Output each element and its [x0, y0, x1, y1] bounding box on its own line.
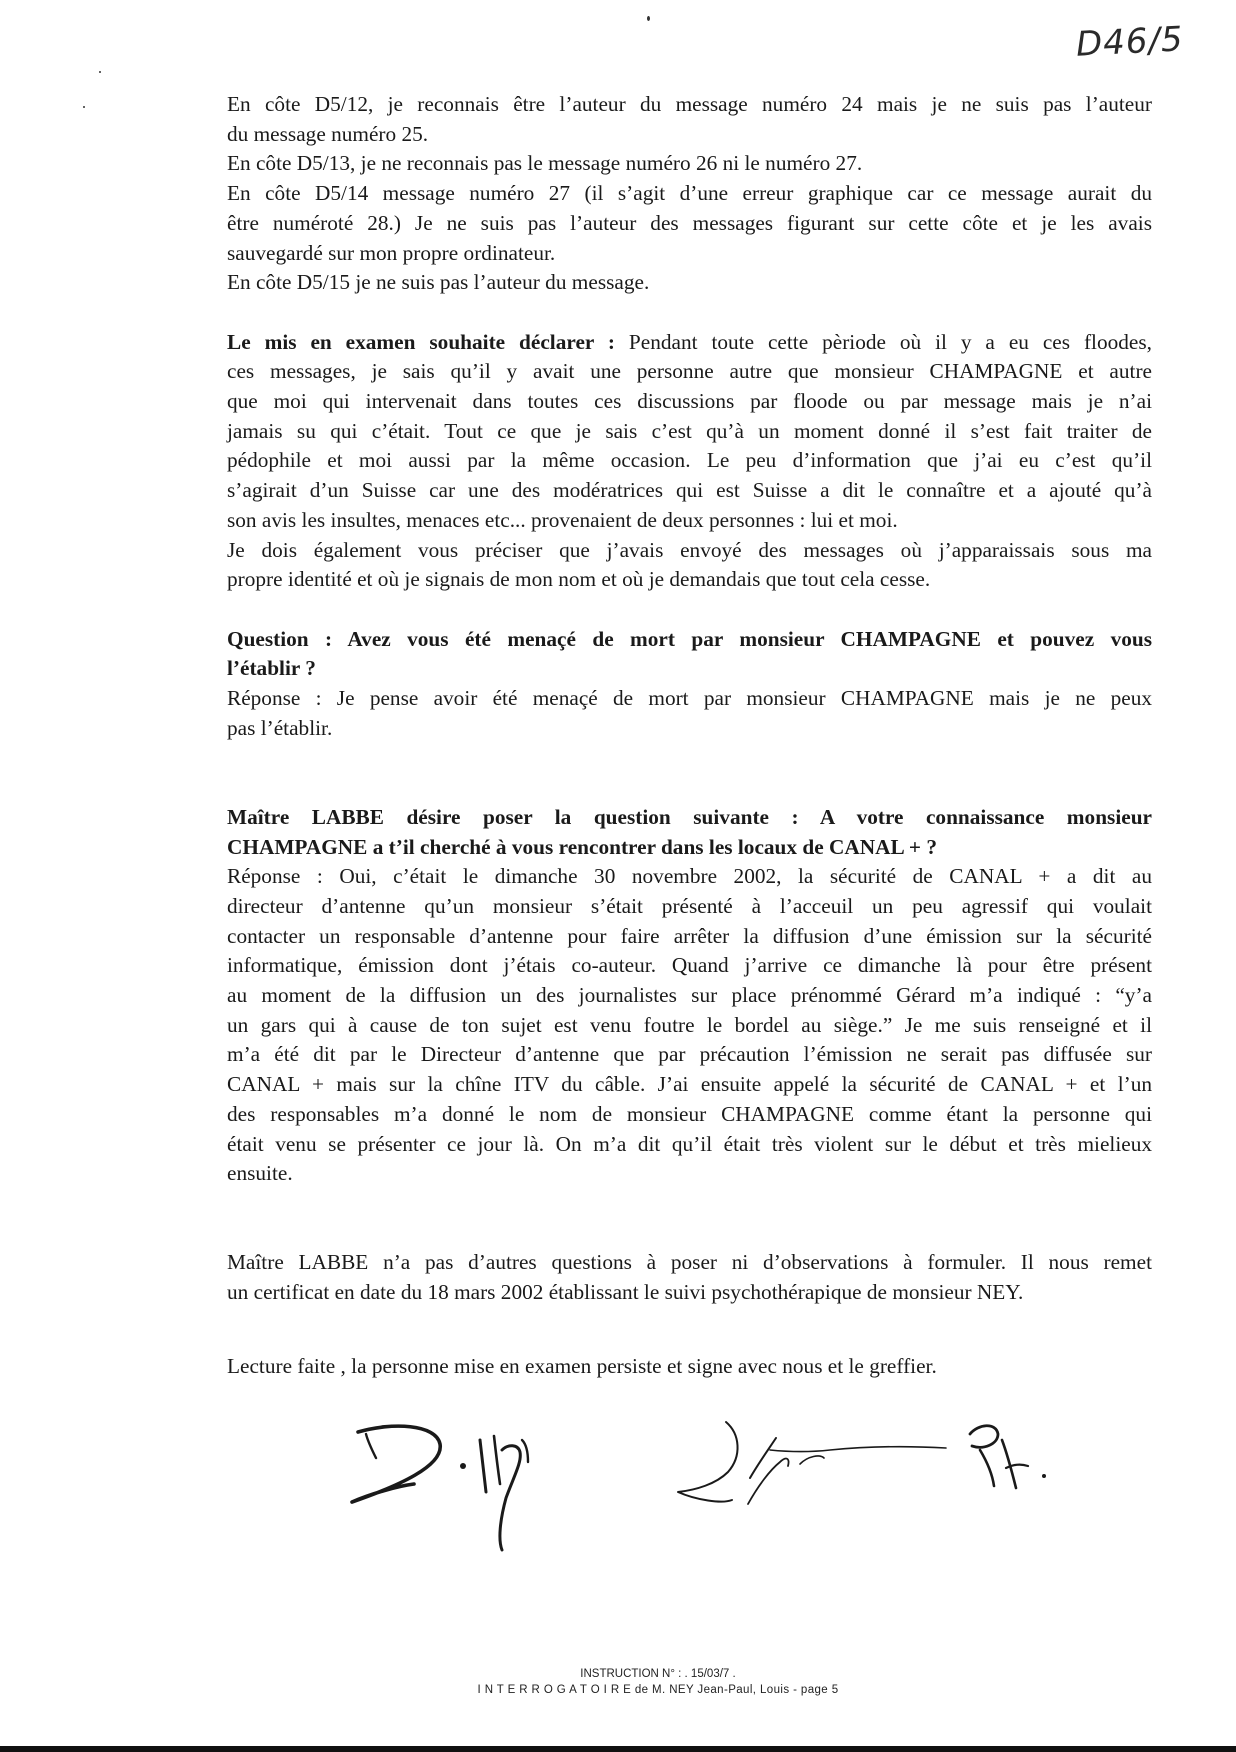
text-line: un certificat en date du 18 mars 2002 établissant le suivi psychothérapique de monsieur NEY.	[227, 1280, 1024, 1305]
answer-line: pas l’établir.	[227, 715, 333, 740]
text-line: son avis les insultes, menaces etc... provenaient de deux personnes : lui et moi.	[227, 507, 898, 532]
scan-speck	[83, 106, 85, 108]
answer-line: un gars qui à cause de ton sujet est venu foutre le bordel au siège.” Je me suis renseigné et il	[227, 1012, 1152, 1037]
answer-line: au moment de la diffusion un des journalistes sur place prénommé Gérard m’a indiqué : “y’a	[227, 983, 1152, 1008]
declaration-line	[227, 328, 1152, 358]
document-body	[227, 90, 1152, 1381]
answer-line: contacter un responsable d’antenne pour faire arrêter la diffusion d’une émission sur la sécurité	[227, 923, 1152, 948]
text-line: que moi qui intervenait dans toutes ces discussions par floode ou par message mais je n’ai	[227, 389, 1152, 414]
text-line: En côte D5/15 je ne suis pas l’auteur du message.	[227, 270, 650, 295]
answer-line: ensuite.	[227, 1161, 293, 1186]
text-line: ces messages, je sais qu’il y avait une personne autre que monsieur CHAMPAGNE et autre	[227, 359, 1152, 384]
text-line: pédophile et moi aussi par la même occasion. Le peu d’information que j’ai eu c’est qu’il	[227, 448, 1152, 473]
signature-marks	[330, 1410, 1110, 1560]
declaration-label: Le mis en examen souhaite déclarer :	[227, 329, 615, 354]
answer-line: directeur d’antenne qu’un monsieur s’était présenté à l’acceuil un peu agressif qui voulait	[227, 893, 1152, 918]
text-line: En côte D5/14 message numéro 27 (il s’agit d’une erreur graphique car ce message aurait du	[227, 181, 1152, 206]
question-line: Maître LABBE désire poser la question suivante : A votre connaissance monsieur	[227, 804, 1152, 829]
footer-interrogatoire: I N T E R R O G A T O I R E de M. NEY Jean-Paul, Louis - page 5	[477, 1684, 839, 1696]
text-line: jamais su qui c’était. Tout ce que je sais c’est qu’à un moment donné il s’est fait traiter de	[227, 418, 1152, 443]
answer-line: Réponse : Oui, c’était le dimanche 30 novembre 2002, la sécurité de CANAL + a dit au	[227, 864, 1152, 889]
answer-line: informatique, émission dont j’étais co-auteur. Quand j’arrive ce dimanche là pour être présent	[227, 953, 1152, 978]
answer-line: CANAL + mais sur la chîne ITV du câble. J’ai ensuite appelé la sécurité de CANAL + et l’un	[227, 1072, 1152, 1097]
text-line: sauvegardé sur mon propre ordinateur.	[227, 240, 556, 265]
signature-3	[970, 1426, 998, 1448]
signature-2	[678, 1422, 738, 1502]
closing-line: Lecture faite , la personne mise en examen persiste et signe avec nous et le greffier.	[227, 1353, 937, 1378]
text-line: Je dois également vous préciser que j’avais envoyé des messages où j’apparaissais sous ma	[227, 537, 1152, 562]
answer-line: m’a été dit par le Directeur d’antenne que par précaution l’émission ne serait pas diffusée sur	[227, 1042, 1152, 1067]
signature-1	[352, 1426, 440, 1502]
text-line: En côte D5/13, je ne reconnais pas le message numéro 26 ni le numéro 27.	[227, 151, 863, 176]
scan-edge-border	[0, 1746, 1236, 1752]
text-line: propre identité et où je signais de mon nom et où je demandais que tout cela cesse.	[227, 567, 931, 592]
text-line: être numéroté 28.) Je ne suis pas l’auteur des messages figurant sur cette côte et je les avais	[227, 210, 1152, 235]
question-line: Question : Avez vous été menaçé de mort par monsieur CHAMPAGNE et pouvez vous	[227, 626, 1152, 651]
text-line: Maître LABBE n’a pas d’autres questions à poser ni d’observations à formuler. Il nous remet	[227, 1250, 1152, 1275]
question-line: CHAMPAGNE a t’il cherché à vous rencontrer dans les locaux de CANAL + ?	[227, 834, 937, 859]
signatures	[330, 1410, 1110, 1560]
answer-line: Réponse : Je pense avoir été menaçé de mort par monsieur CHAMPAGNE mais je ne peux	[227, 686, 1152, 711]
scan-speck	[647, 16, 650, 21]
text-line: du message numéro 25.	[227, 121, 429, 146]
declaration-text: Pendant toute cette pèriode où il y a eu ces floodes,	[628, 329, 1152, 354]
answer-line: était venu se présenter ce jour là. On m’a dit qu’il était très violent sur le début et très mielieux	[227, 1131, 1152, 1156]
scan-speck	[99, 71, 101, 73]
footer-instruction: INSTRUCTION N° : . 15/03/7 .	[580, 1668, 736, 1680]
answer-line: des responsables m’a donné le nom de monsieur CHAMPAGNE comme étant la personne qui	[227, 1101, 1152, 1126]
folio-annotation: D46/5	[1075, 19, 1185, 65]
text-line: s’agirait d’un Suisse car une des modératrices qui est Suisse a dit le connaître et a ajouté qu’à	[227, 478, 1152, 503]
text-line: En côte D5/12, je reconnais être l’auteur du message numéro 24 mais je ne suis pas l’auteur	[227, 92, 1152, 116]
question-line: l’établir ?	[227, 656, 316, 681]
